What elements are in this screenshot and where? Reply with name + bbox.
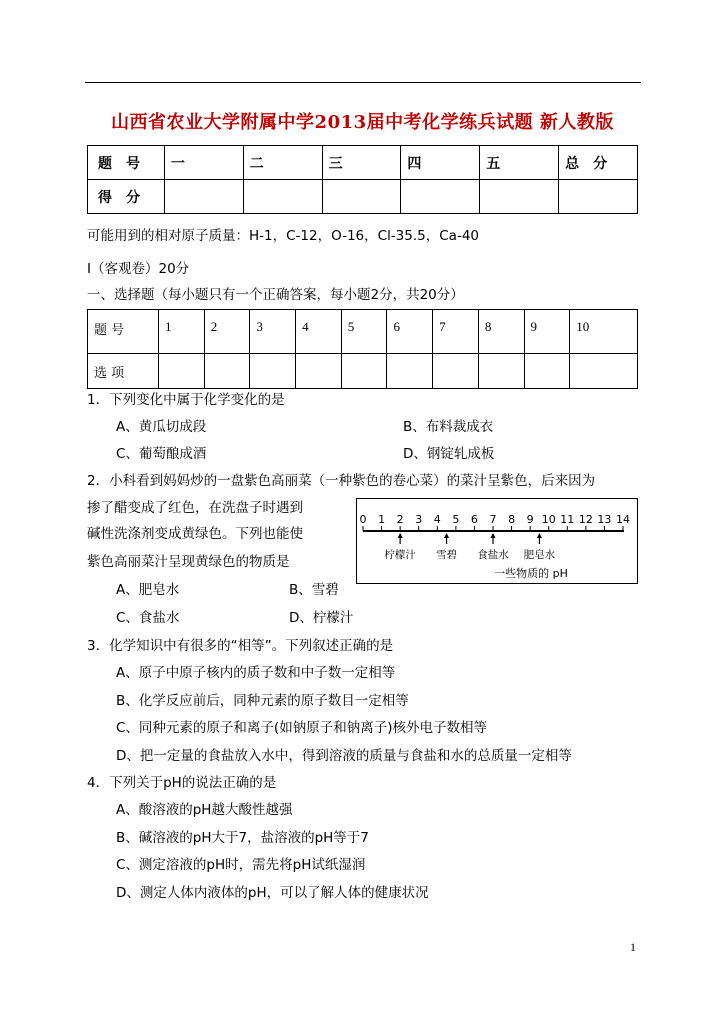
answer-header-cell: 6 <box>387 310 433 354</box>
answer-header-cell: 4 <box>296 310 342 354</box>
ph-marker-arrowhead <box>398 533 403 538</box>
ph-tick-label: 11 <box>560 513 575 526</box>
question-4-stem: 4．下列关于pH的说法正确的是 <box>87 775 277 791</box>
ph-tick-label: 0 <box>359 513 367 526</box>
ph-marker-label: 食盐水 <box>477 549 509 561</box>
answer-cell <box>296 354 342 389</box>
question-2-stem-line-1: 2．小科看到妈妈炒的一盘紫色高丽菜（一种紫色的卷心菜）的菜汁呈紫色，后来因为 <box>87 473 596 489</box>
ph-marker-arrowhead <box>537 533 542 538</box>
ph-tick-label: 2 <box>396 513 404 526</box>
ph-marker-arrowhead <box>444 533 449 538</box>
ph-figure-caption: 一些物质的 pH <box>494 567 568 580</box>
score-table-header-row <box>88 146 638 180</box>
question-3-option-b: B、化学反应前后，同种元素的原子数目一定相等 <box>116 693 409 709</box>
question-2-option-b: B、雪碧 <box>289 582 339 598</box>
ph-tick-label: 5 <box>452 513 460 526</box>
question-2-option-a: A、肥皂水 <box>116 582 180 598</box>
ph-marker-label: 柠檬汁 <box>384 549 416 561</box>
ph-marker-label: 肥皂水 <box>523 549 556 561</box>
answer-header-cell: 8 <box>478 310 524 354</box>
score-header-cell: 三 <box>322 146 401 180</box>
answer-header-cell: 题 号 <box>88 310 159 354</box>
score-cell <box>243 180 322 214</box>
ph-tick-label: 1 <box>378 513 386 526</box>
ph-tick-label: 6 <box>470 513 478 526</box>
answer-header-cell: 2 <box>204 310 250 354</box>
answer-cell <box>433 354 479 389</box>
answer-table-choice-row <box>88 354 638 389</box>
score-cell <box>322 180 401 214</box>
question-3-option-d: D、把一定量的食盐放入水中，得到溶液的质量与食盐和水的总质量一定相等 <box>116 748 572 764</box>
answer-cell <box>570 354 638 389</box>
answer-header-cell: 3 <box>250 310 296 354</box>
answer-cell <box>478 354 524 389</box>
answer-row-label: 选 项 <box>88 354 159 389</box>
question-2-option-c: C、食盐水 <box>116 610 180 626</box>
score-header-cell: 题 号 <box>88 146 165 180</box>
score-cell <box>164 180 243 214</box>
header-rule <box>85 82 641 83</box>
question-1-option-b: B、布料裁成衣 <box>403 419 494 435</box>
ph-scale-figure <box>356 498 638 584</box>
score-cell <box>559 180 638 214</box>
score-header-cell: 总 分 <box>559 146 638 180</box>
question-2-stem-line-2: 掺了醋变成了红色，在洗盘子时遇到 <box>87 500 303 516</box>
ph-tick-label: 4 <box>433 513 441 526</box>
question-1-option-a: A、黄瓜切成段 <box>116 419 207 435</box>
question-2-stem-line-4: 紫色高丽菜汁呈现黄绿色的物质是 <box>87 554 290 570</box>
ph-tick-label: 14 <box>616 513 630 526</box>
ph-tick-label: 8 <box>508 513 516 526</box>
answer-cell <box>341 354 387 389</box>
answer-header-cell: 1 <box>159 310 205 354</box>
answer-header-cell: 10 <box>570 310 638 354</box>
ph-tick-label: 7 <box>489 513 497 526</box>
question-4-option-b: B、碱溶液的pH大于7，盐溶液的pH等于7 <box>116 830 369 846</box>
answer-table-header-row <box>88 310 638 354</box>
score-cell <box>401 180 480 214</box>
score-cell <box>480 180 559 214</box>
question-2-stem-line-3: 碱性洗涤剂变成黄绿色。下列也能使 <box>87 526 303 542</box>
page-number: 1 <box>630 940 636 954</box>
question-4-option-d: D、测定人体内液体的pH，可以了解人体的健康状况 <box>116 885 429 901</box>
score-header-cell: 五 <box>480 146 559 180</box>
answer-header-cell: 7 <box>433 310 479 354</box>
answer-cell <box>159 354 205 389</box>
answer-cell <box>524 354 570 389</box>
question-1-stem: 1．下列变化中属于化学变化的是 <box>87 392 285 408</box>
question-4-option-a: A、酸溶液的pH越大酸性越强 <box>116 802 293 818</box>
score-table-score-row <box>88 180 638 214</box>
ph-marker-label: 雪碧 <box>436 549 458 561</box>
atomic-mass-note: 可能用到的相对原子质量：H-1，C-12，O-16，Cl-35.5，Ca-40 <box>87 228 479 244</box>
question-3-stem: 3．化学知识中有很多的“相等”。下列叙述正确的是 <box>87 638 394 654</box>
question-3-option-c: C、同种元素的原子和离子(如钠原子和钠离子)核外电子数相等 <box>116 720 487 736</box>
question-4-option-c: C、测定溶液的pH时，需先将pH试纸湿润 <box>116 857 366 873</box>
ph-tick-label: 10 <box>541 513 556 526</box>
section-heading: 一、选择题（每小题只有一个正确答案，每小题2分，共20分） <box>87 287 464 303</box>
score-header-cell: 一 <box>164 146 243 180</box>
answer-table <box>87 309 638 389</box>
answer-cell <box>387 354 433 389</box>
page-title: 山西省农业大学附属中学2013届中考化学练兵试题 新人教版 <box>111 112 614 133</box>
answer-cell <box>250 354 296 389</box>
ph-tick-label: 12 <box>578 513 593 526</box>
question-1-option-d: D、钢锭轧成板 <box>403 446 495 462</box>
ph-tick-label: 13 <box>597 513 612 526</box>
ph-tick-label: 3 <box>415 513 423 526</box>
answer-header-cell: 5 <box>341 310 387 354</box>
score-header-cell: 四 <box>401 146 480 180</box>
answer-header-cell: 9 <box>524 310 570 354</box>
question-2-option-d: D、柠檬汁 <box>289 610 354 626</box>
score-header-cell: 二 <box>243 146 322 180</box>
question-3-option-a: A、原子中原子核内的质子数和中子数一定相等 <box>116 665 396 681</box>
score-table <box>87 145 638 214</box>
ph-tick-label: 9 <box>526 513 534 526</box>
ph-marker-arrowhead <box>491 533 496 538</box>
part-heading: Ⅰ（客观卷）20分 <box>87 261 190 277</box>
score-row-label: 得 分 <box>88 180 165 214</box>
question-1-option-c: C、葡萄酿成酒 <box>116 446 207 462</box>
answer-cell <box>204 354 250 389</box>
